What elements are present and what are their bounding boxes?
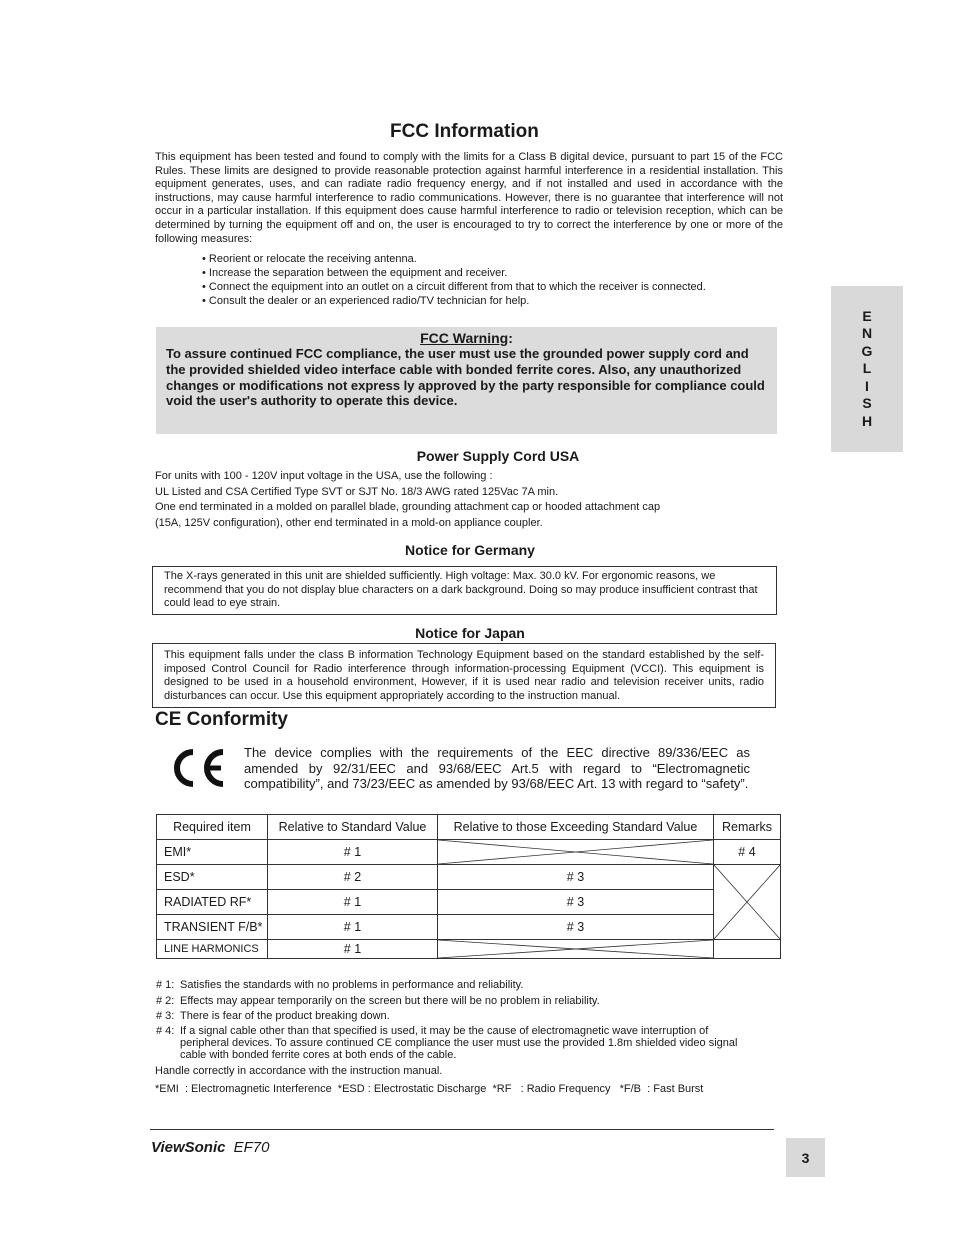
table-cell: # 1 [268,915,438,940]
side-tab-letter: I [865,377,869,394]
table-header: Relative to Standard Value [268,815,438,840]
fcc-title: FCC Information [390,121,539,142]
table-cell: # 1 [268,940,438,959]
japan-text: This equipment falls under the class B information Technology Equipment based on the standard established by the self-imposed Control Council for Radio interference through information-processing Equipment (VCCI). This equipment is designed to be used in a household environment, However, if it is used near radio and television receiver units, radio disturbances can occur. Use this equipment appropriately according to the instruction manual. [164,649,764,702]
germany-title: Notice for Germany [405,542,535,558]
table-row [157,840,781,865]
power-cord-line: For units with 100 - 120V input voltage in the USA, use the following : [155,470,493,482]
table-cell: EMI* [157,840,268,865]
note-key: # 2: [156,994,175,1007]
germany-text: The X-rays generated in this unit are shielded sufficiently. High voltage: Max. 30.0 kV. For ergonomic reasons, we recommend that you do not display blue characters on a dark background. Doing so may produce insufficient contrast that could lead to eye strain. [164,570,758,610]
table-cell: # 3 [438,915,714,940]
note-text: Satisfies the standards with no problems in performance and reliability. [180,979,524,991]
ce-mark-icon [168,744,228,792]
table-cell-empty [714,940,781,959]
table-cell: RADIATED RF* [157,890,268,915]
side-tab-letter: S [862,395,872,412]
table-header: Remarks [714,815,781,840]
table-cell: # 1 [268,840,438,865]
language-side-tab [831,286,903,452]
table-header-row [157,815,781,840]
measure-item: • Consult the dealer or an experienced radio/TV technician for help. [202,294,782,308]
note-text: There is fear of the product breaking down. [180,1010,390,1022]
note-item [156,1010,756,1023]
footer-brand [151,1139,270,1156]
table-cell: # 3 [438,865,714,890]
table-row [157,890,781,915]
power-cord-line: (15A, 125V configuration), other end terminated in a mold-on appliance coupler. [155,516,543,529]
fcc-measures-list [202,252,782,308]
fcc-paragraph: This equipment has been tested and found to comply with the limits for a Class B digital device, pursuant to part 15 of the FCC Rules. These limits are designed to provide reasonable protection against harmful interference in a residential installation. This equipment generates, uses, and can radiate radio frequency energy, and if not installed and used in accordance with the instructions, may cause harmful interference to radio communications. However, there is no guarantee that interference will not occur in a particular installation. If this equipment does cause harmful interference to radio or television reception, which can be determined by turning the equipment off and on, the user is encouraged to try to correct the interference by one or more of the following measures: [155,151,783,245]
table-cell: ESD* [157,865,268,890]
cross-mark [438,940,713,958]
note-item [156,995,756,1008]
crossed-out-cell [438,840,714,865]
germany-box [152,566,777,615]
side-tab-letter: E [862,307,872,324]
side-tab-letter: N [861,325,873,342]
side-tab-letter: G [861,342,873,359]
table-row [157,915,781,940]
table-cell: # 2 [268,865,438,890]
fcc-warning-box [156,327,777,434]
note-key: # 3: [156,1010,175,1022]
table-header: Required item [157,815,268,840]
note-key: # 1: [156,979,175,991]
note-item [156,979,756,992]
note-item [156,1025,756,1061]
side-tab-letter: H [861,412,873,429]
footer-divider [150,1129,774,1130]
crossed-out-cell [714,865,781,940]
fcc-warning-colon: : [508,330,513,346]
abbreviations-note: *EMI : Electromagnetic Interference *ESD : Electrostatic Discharge *RF : Radio Frequency *F/B : Fast Burst [155,1083,704,1095]
cross-mark [714,865,780,939]
fcc-warning-title: FCC Warning [420,330,509,346]
table-header: Relative to those Exceeding Standard Value [438,815,714,840]
table-cell: # 4 [714,840,781,865]
page-number: 3 [786,1138,825,1177]
power-cord-title: Power Supply Cord USA [416,448,580,464]
model-name: EF70 [233,1139,270,1156]
brand-name: ViewSonic [151,1139,226,1156]
table-cell: TRANSIENT F/B* [157,915,268,940]
ce-table [156,814,781,959]
fcc-warning-heading [156,330,777,346]
cross-mark [438,840,713,864]
power-cord-lines [155,469,795,531]
ce-notes [156,979,756,1061]
side-tab-letter: L [862,360,872,377]
japan-box [152,643,776,708]
ce-text: The device complies with the requirements of the EEC directive 89/336/EEC as amended by 92/31/EEC and 93/68/EEC Art.5 with regard to “Electromagnetic compatibility”, and 73/23/EEC as amended by 93/68/EEC Art. 13 with regard to “safety”. [244,745,750,792]
table-cell: # 3 [438,890,714,915]
power-cord-line: UL Listed and CSA Certified Type SVT or SJT No. 18/3 AWG rated 125Vac 7A min. [155,485,559,498]
measure-item: • Reorient or relocate the receiving antenna. [202,252,782,266]
ce-title: CE Conformity [155,709,288,730]
note-text: If a signal cable other than that specified is used, it may be the cause of electromagnetic wave interruption of peripheral devices. To assure continued CE compliance the user must use the provided 1.8m shielded video signal cable with bonded ferrite cores at both ends of the cable. [180,1024,738,1061]
power-cord-line: One end terminated in a molded on parallel blade, grounding attachment cap or hooded attachment cap [155,501,661,514]
table-cell: LINE HARMONICS [157,940,268,959]
note-key: # 4: [156,1024,175,1037]
measure-item: • Connect the equipment into an outlet on a circuit different from that to which the receiver is connected. [202,280,782,294]
handle-note: Handle correctly in accordance with the instruction manual. [155,1065,443,1077]
fcc-warning-text: To assure continued FCC compliance, the user must use the grounded power supply cord and the provided shielded video interface cable with bonded ferrite cores. Also, any unauthorized changes or modifications not express ly approved by the party responsible for compliance could void the user's authority to operate this device. [166,346,765,409]
measure-item: • Increase the separation between the equipment and receiver. [202,266,782,280]
table-row [157,865,781,890]
japan-title: Notice for Japan [415,625,525,641]
note-text: Effects may appear temporarily on the screen but there will be no problem in reliability. [180,994,600,1007]
crossed-out-cell [438,940,714,959]
table-row [157,940,781,959]
table-cell: # 1 [268,890,438,915]
